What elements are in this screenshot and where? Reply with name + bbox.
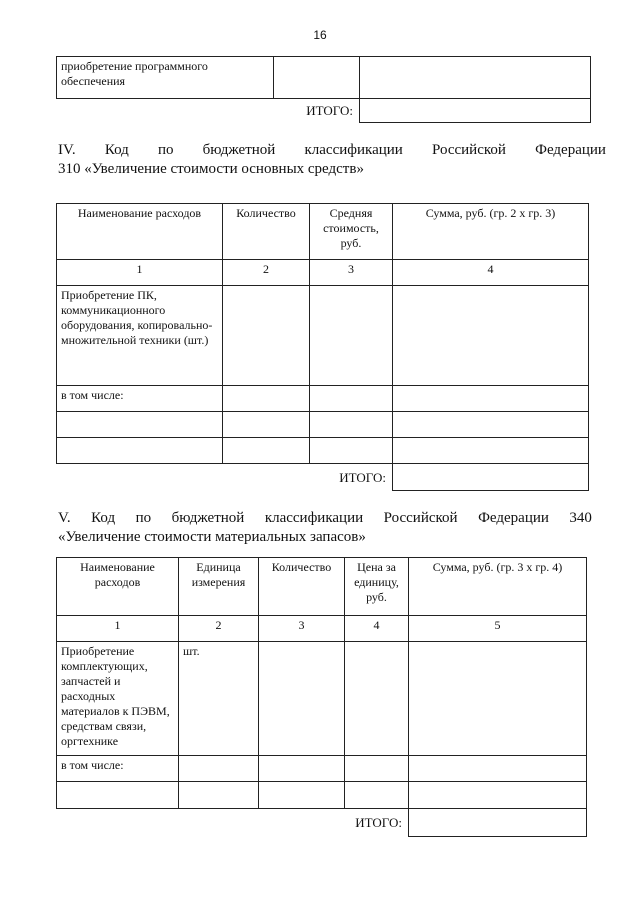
- s5-row1-label: Приобретение комплектующих, запчастей и расходных материалов к ПЭВМ, средствам связи, оргтехнике: [57, 642, 179, 756]
- heading-word: классификации: [304, 142, 403, 158]
- software-total-cell: [360, 99, 591, 123]
- heading-word: Российской: [432, 142, 506, 158]
- heading-word: бюджетной: [171, 510, 245, 526]
- section4-heading-line1: [58, 141, 606, 160]
- heading-word: Код: [91, 510, 116, 526]
- heading-word: классификации: [264, 510, 364, 526]
- heading-word: по: [157, 142, 174, 158]
- s5-header-name: Наименование расходов: [57, 558, 179, 616]
- s4-total-label: ИТОГО:: [339, 469, 386, 485]
- s5-colnum-4: 4: [345, 616, 409, 642]
- section5-heading-line2: «Увеличение стоимости материальных запасов»: [58, 529, 366, 545]
- heading-word: по: [135, 510, 152, 526]
- heading-word: Код: [104, 142, 129, 158]
- heading-word: Федерации: [535, 142, 606, 158]
- heading-word: Российской: [383, 510, 458, 526]
- section5-table: [56, 557, 587, 837]
- heading-word: IV.: [58, 142, 76, 158]
- s4-row1-label: Приобретение ПК, коммуникационного оборудования, копировально-множительной техники (шт.): [57, 286, 223, 386]
- section4-table: [56, 203, 589, 491]
- s5-colnum-2: 2: [179, 616, 259, 642]
- heading-word: 340: [569, 510, 592, 526]
- s4-header-name: Наименование расходов: [57, 204, 223, 260]
- s5-colnum-3: 3: [259, 616, 345, 642]
- s4-header-avg-cost: Средняя стоимость, руб.: [310, 204, 393, 260]
- section5-heading: [58, 509, 592, 547]
- s4-total-cell: [393, 464, 589, 491]
- s5-total-label: ИТОГО:: [355, 815, 402, 831]
- s5-header-price: Цена за единицу, руб.: [345, 558, 409, 616]
- software-qty-cell: [274, 57, 360, 99]
- heading-word: бюджетной: [202, 142, 276, 158]
- page-number: 16: [313, 28, 327, 42]
- software-table: [56, 56, 591, 123]
- s5-colnum-1: 1: [57, 616, 179, 642]
- s4-colnum-1: 1: [57, 260, 223, 286]
- s5-row2-label: в том числе:: [57, 756, 179, 782]
- s5-header-qty: Количество: [259, 558, 345, 616]
- section4-heading: [58, 141, 606, 179]
- s4-row2-label: в том числе:: [57, 386, 223, 412]
- s4-header-sum: Сумма, руб. (гр. 2 х гр. 3): [393, 204, 589, 260]
- heading-word: V.: [58, 510, 71, 526]
- s5-total-cell: [409, 809, 587, 837]
- s4-colnum-3: 3: [310, 260, 393, 286]
- s5-header-unit: Единица измерения: [179, 558, 259, 616]
- s4-header-qty: Количество: [223, 204, 310, 260]
- s4-colnum-2: 2: [223, 260, 310, 286]
- s4-colnum-4: 4: [393, 260, 589, 286]
- s5-row1-unit: шт.: [179, 642, 259, 756]
- software-sum-cell: [360, 57, 591, 99]
- s5-header-sum: Сумма, руб. (гр. 3 х гр. 4): [409, 558, 587, 616]
- section4-heading-line2: 310 «Увеличение стоимости основных средств»: [58, 161, 364, 177]
- heading-word: Федерации: [478, 510, 549, 526]
- s5-colnum-5: 5: [409, 616, 587, 642]
- software-row-label: приобретение программного обеспечения: [57, 57, 274, 99]
- software-total-label: ИТОГО:: [306, 103, 353, 119]
- section5-heading-line1: [58, 509, 592, 528]
